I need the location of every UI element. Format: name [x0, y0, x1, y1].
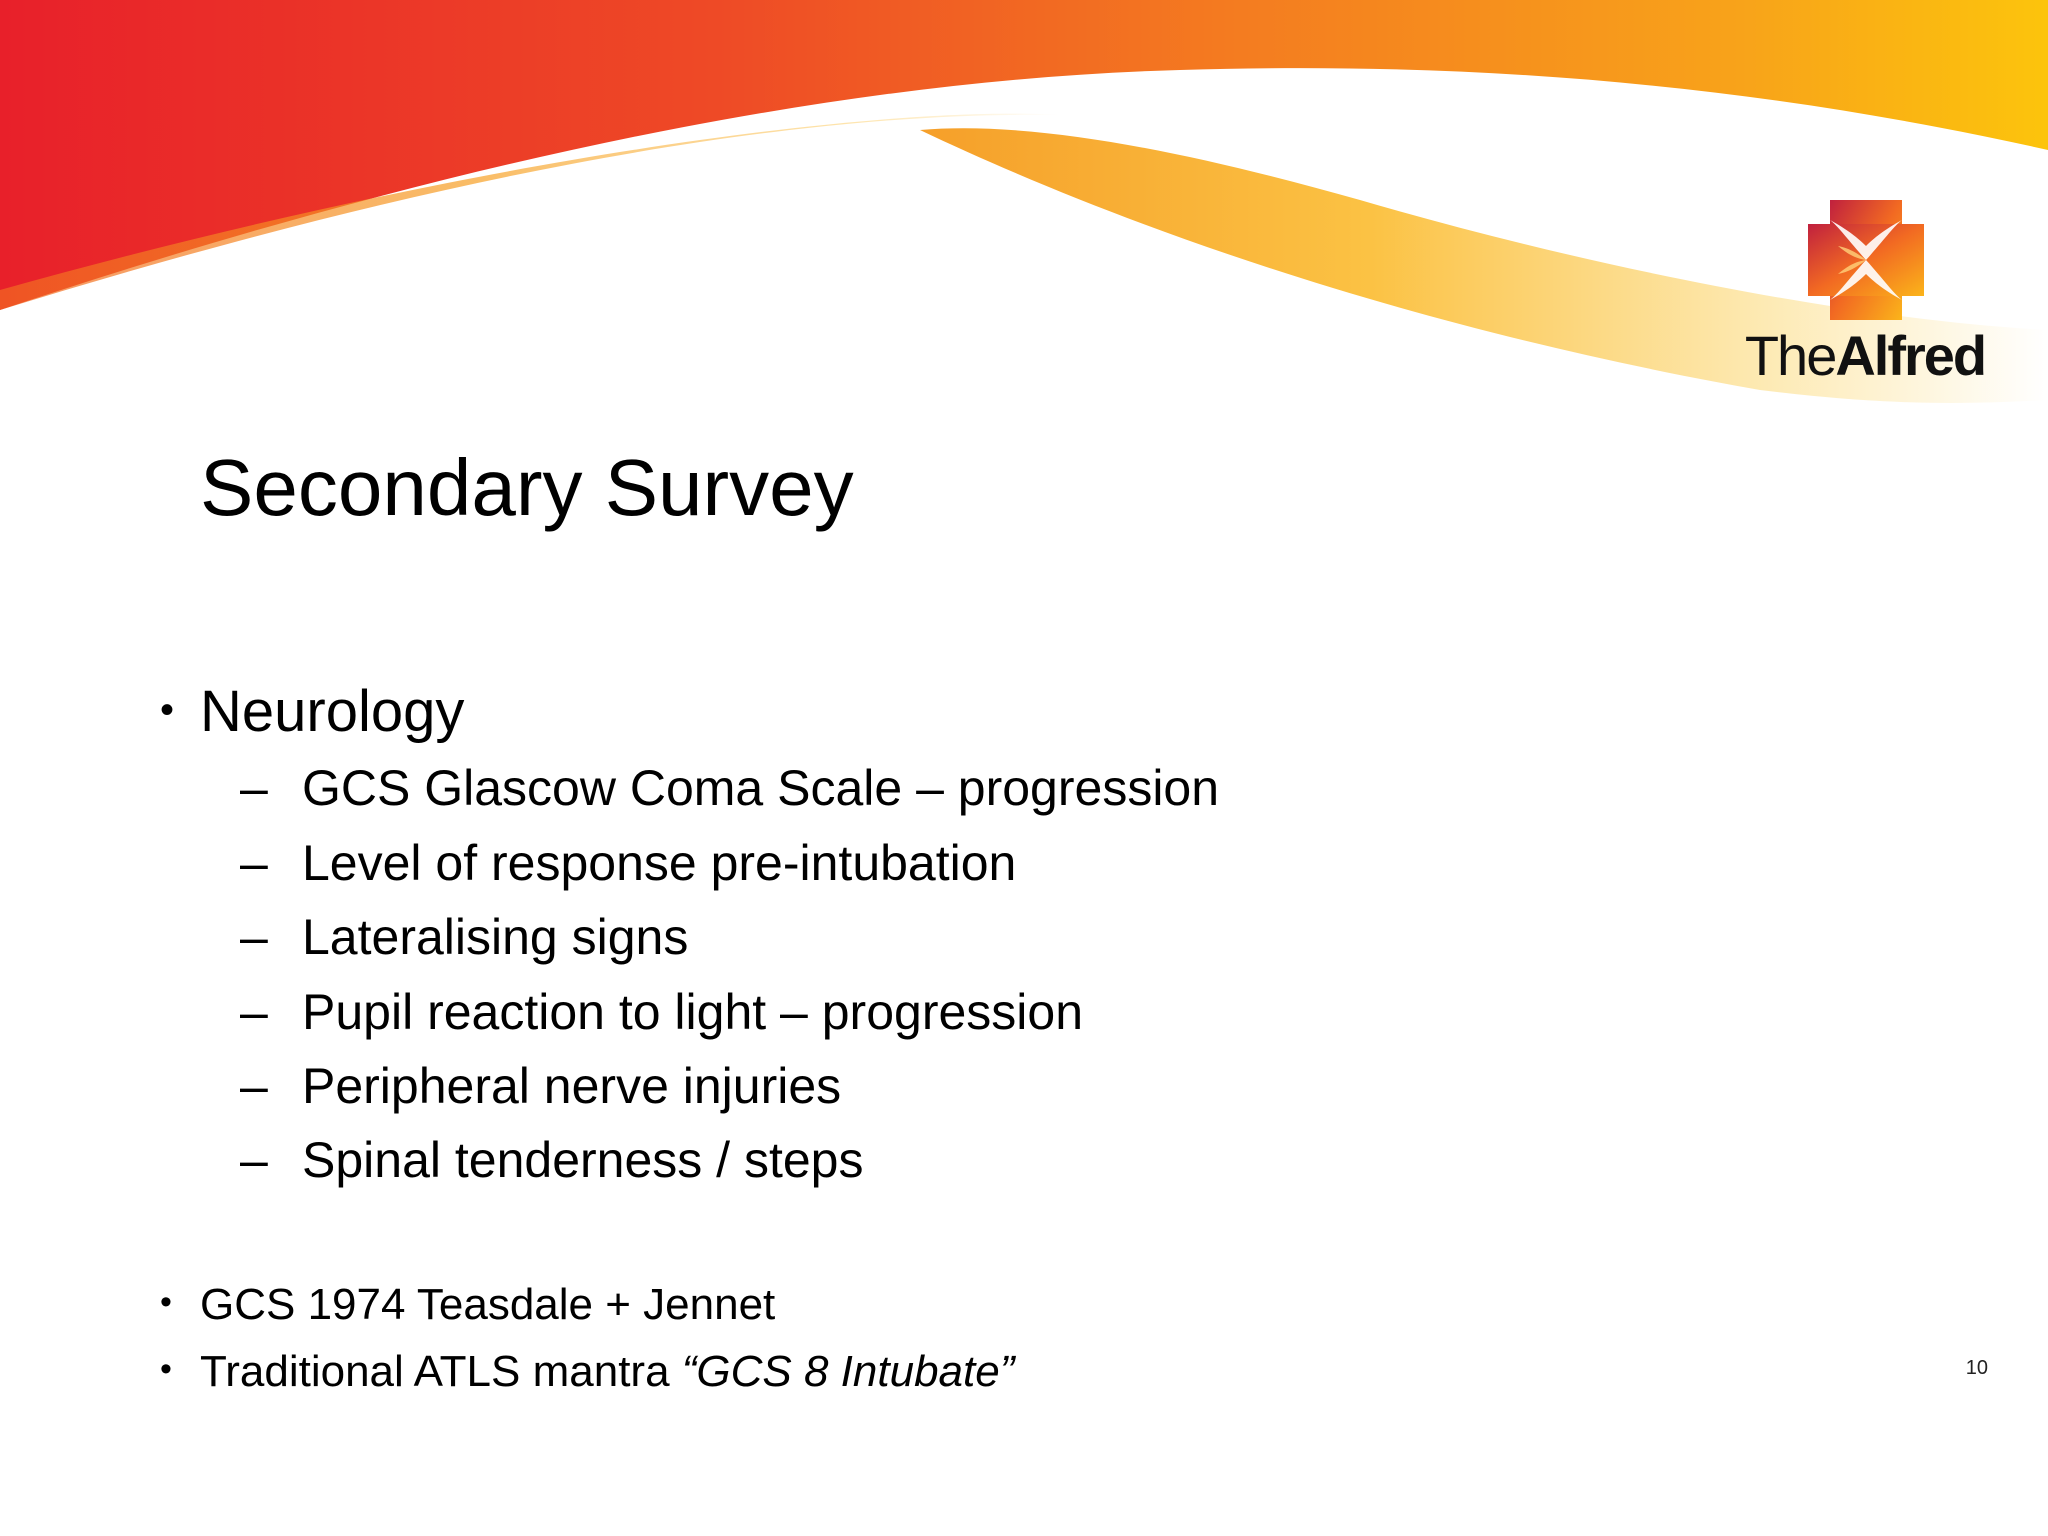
slide-title: Secondary Survey — [200, 443, 854, 532]
sub-bullet — [240, 831, 1016, 895]
sub-bullet-text: Level of response pre-intubation — [302, 835, 1017, 891]
bullet-gcs-origin — [160, 1274, 775, 1333]
dash-marker: – — [240, 835, 268, 891]
bullet-mantra-quote: “GCS 8 Intubate” — [681, 1347, 1015, 1396]
sub-bullet — [240, 1128, 863, 1192]
dash-marker: – — [240, 760, 268, 816]
logo-wordmark — [1740, 324, 1990, 387]
alfred-cross-logo-icon — [1808, 200, 1924, 320]
sub-bullet-text: GCS Glascow Coma Scale – progression — [302, 760, 1220, 816]
bullet-atls-mantra — [160, 1341, 1014, 1400]
bullet-mantra-prefix: Traditional ATLS mantra — [200, 1347, 682, 1396]
sub-bullet — [240, 905, 688, 969]
sub-bullet-text: Spinal tenderness / steps — [302, 1132, 864, 1188]
bullet-neurology — [160, 675, 464, 747]
sub-bullet — [240, 756, 1219, 820]
sub-bullet-text: Pupil reaction to light – progression — [302, 984, 1084, 1040]
sub-bullet-text: Peripheral nerve injuries — [302, 1058, 842, 1114]
dash-marker: – — [240, 1132, 268, 1188]
dash-marker: – — [240, 909, 268, 965]
logo-text-the: The — [1744, 324, 1836, 387]
sub-bullet — [240, 980, 1083, 1044]
dash-marker: – — [240, 984, 268, 1040]
bullet-gcs-origin-text: GCS 1974 Teasdale + Jennet — [200, 1280, 776, 1329]
sub-bullet-text: Lateralising signs — [302, 909, 689, 965]
dash-marker: – — [240, 1058, 268, 1114]
page-number: 10 — [1965, 1357, 1988, 1379]
bullet-neurology-label: Neurology — [200, 679, 465, 744]
the-alfred-logo — [1740, 200, 1990, 390]
logo-text-alfred: Alfred — [1835, 324, 1986, 387]
sub-bullet — [240, 1054, 841, 1118]
bullet-dot: • — [160, 1283, 172, 1321]
bullet-dot: • — [160, 1350, 172, 1388]
bullet-dot: • — [160, 688, 175, 732]
